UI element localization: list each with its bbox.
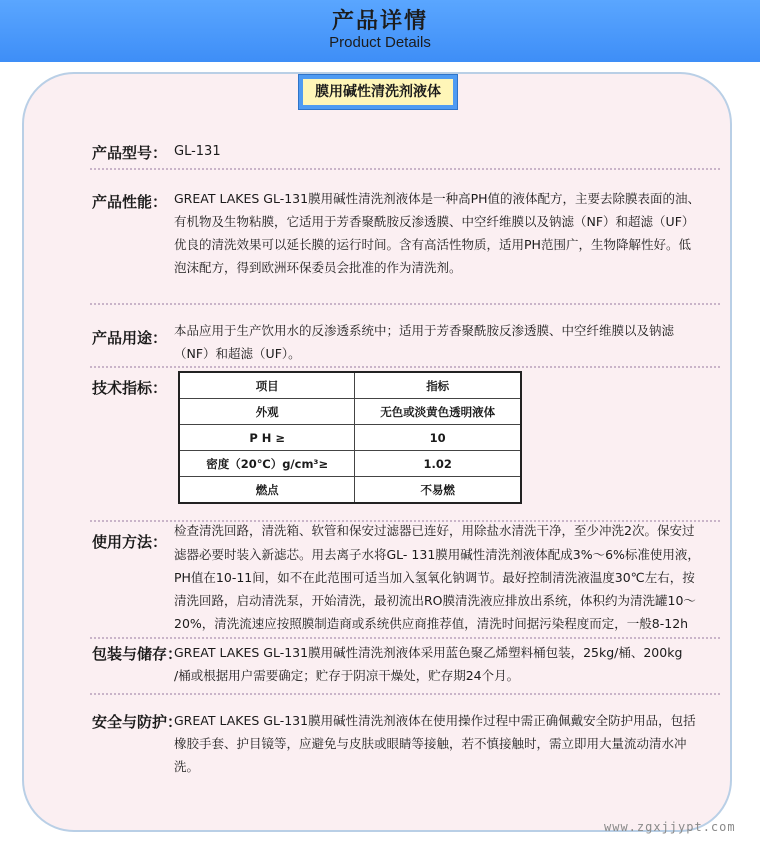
table-header-row: [179, 372, 521, 399]
method-line: 检查清洗回路，清洗箱、软管和保安过滤器已连好，用除盐水清洗干净，至少冲洗2次。保安过: [174, 523, 695, 538]
safety-label: 安全与防护：: [92, 713, 183, 731]
page-header: [0, 0, 760, 62]
divider: [90, 693, 720, 695]
spec-value: 不易燃: [355, 477, 521, 504]
safety-line: GREAT LAKES GL-131膜用碱性清洗剂液体在使用操作过程中需正确佩戴安全防护用品，包括: [174, 713, 696, 728]
usage-line: （NF）和超滤（UF）。: [174, 346, 301, 361]
spec-item: 燃点: [179, 477, 355, 504]
table-row: [179, 425, 521, 451]
model-value: GL-131: [174, 144, 221, 159]
packaging-line: /桶或根据用户需要确定；贮存于阴凉干燥处，贮存期24个月。: [174, 668, 520, 683]
table-row: [179, 451, 521, 477]
method-line: 滤器必要时装入新滤芯。用去离子水将GL- 131膜用碱性清洗剂液体配成3%～6%标准使用液，: [174, 547, 700, 562]
divider: [90, 637, 720, 639]
watermark: www.zgxjjypt.com: [604, 820, 736, 834]
spec-value: 10: [355, 425, 521, 451]
usage-label: 产品用途：: [92, 329, 168, 347]
method-line: 20%，清洗流速应按照膜制造商或系统供应商推荐值，清洗时间据污染程度而定，一般8-12h: [174, 616, 689, 631]
performance-line: 泡沫配方，得到欧洲环保委员会批准的作为清洗剂。: [174, 260, 462, 275]
spec-item: 密度（20℃）g/cm³≥: [179, 451, 355, 477]
page-subtitle: Product Details: [329, 34, 431, 51]
method-line: PH值在10-11间，如不在此范围可适当加入氢氧化钠调节。最好控制清洗液温度30℃左右，按: [174, 570, 695, 585]
safety-line: 橡胶手套、护目镜等，应避免与皮肤或眼睛等接触，若不慎接触时，需立即用大量流动清水冲: [174, 736, 687, 751]
usage-line: 本品应用于生产饮用水的反渗透系统中；适用于芳香聚酰胺反渗透膜、中空纤维膜以及钠滤: [174, 323, 675, 338]
spec-item: P H ≥: [179, 425, 355, 451]
table-row: [179, 399, 521, 425]
table-row: [179, 477, 521, 504]
spec-item: 外观: [179, 399, 355, 425]
performance-line: 优良的清洗效果可以延长膜的运行时间。含有高活性物质，适用PH范围广，生物降解性好。低: [174, 237, 691, 252]
product-name: 膜用碱性清洗剂液体: [303, 79, 453, 105]
specs-label: 技术指标：: [92, 379, 168, 397]
packaging-label: 包装与储存：: [92, 645, 183, 663]
product-name-tag: [298, 74, 458, 110]
divider: [90, 168, 720, 170]
performance-line: 有机物及生物粘膜，它适用于芳香聚酰胺反渗透膜、中空纤维膜以及钠滤（NF）和超滤（UF）: [174, 214, 695, 229]
spec-value: 1.02: [355, 451, 521, 477]
performance-label: 产品性能：: [92, 193, 168, 211]
method-line: 清洗回路，启动清洗泵，开始清洗，最初流出RO膜清洗液应排放出系统，体积约为清洗罐10～: [174, 593, 696, 608]
method-label: 使用方法：: [92, 533, 168, 551]
page-title: 产品详情: [331, 9, 428, 34]
specs-table: [178, 371, 522, 504]
divider: [90, 366, 720, 368]
model-label: 产品型号：: [92, 144, 168, 162]
spec-value: 无色或淡黄色透明液体: [355, 399, 521, 425]
divider: [90, 303, 720, 305]
performance-line: GREAT LAKES GL-131膜用碱性清洗剂液体是一种高PH值的液体配方，主要去除膜表面的油、: [174, 191, 701, 206]
column-header: 指标: [355, 372, 521, 399]
packaging-line: GREAT LAKES GL-131膜用碱性清洗剂液体采用蓝色聚乙烯塑料桶包装，25kg/桶、200kg: [174, 645, 683, 660]
column-header: 项目: [179, 372, 355, 399]
safety-line: 洗。: [174, 759, 200, 774]
